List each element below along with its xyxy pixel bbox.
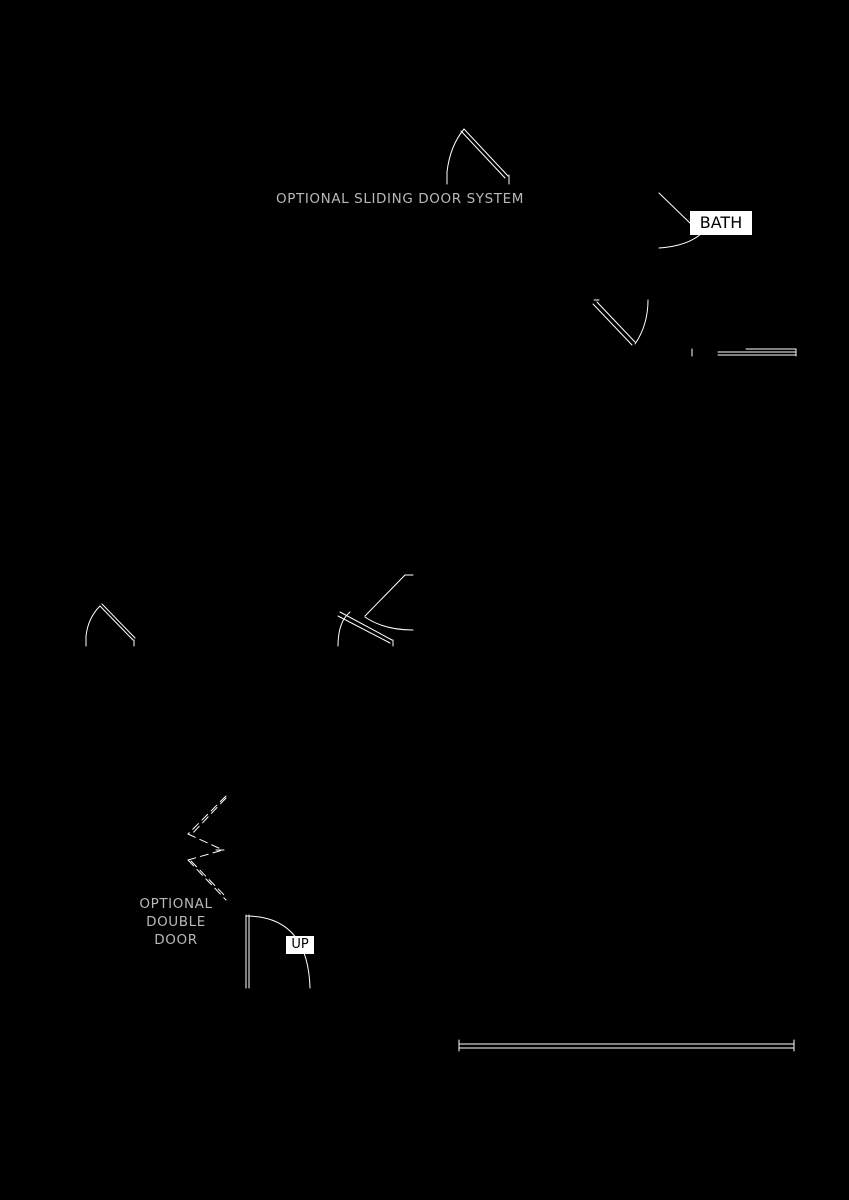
door-swing-closet bbox=[593, 300, 648, 345]
optional-double-door-dashed bbox=[188, 796, 226, 900]
stairs-up-tag: UP bbox=[286, 936, 314, 954]
door-swing-center-double bbox=[338, 575, 413, 646]
door-swing-top-center bbox=[447, 129, 509, 184]
double-door-label-line2: DOUBLE bbox=[146, 914, 206, 930]
door-swing-left bbox=[86, 604, 135, 646]
double-door-label bbox=[128, 895, 224, 949]
sliding-door-label: OPTIONAL SLIDING DOOR SYSTEM bbox=[276, 191, 524, 207]
double-door-label-line3: DOOR bbox=[154, 932, 198, 948]
bath-room-tag: BATH bbox=[690, 211, 752, 235]
wall-segment-upper-right bbox=[692, 349, 796, 356]
double-door-label-line1: OPTIONAL bbox=[139, 896, 213, 912]
wall-segment-bottom-right bbox=[459, 1040, 794, 1051]
